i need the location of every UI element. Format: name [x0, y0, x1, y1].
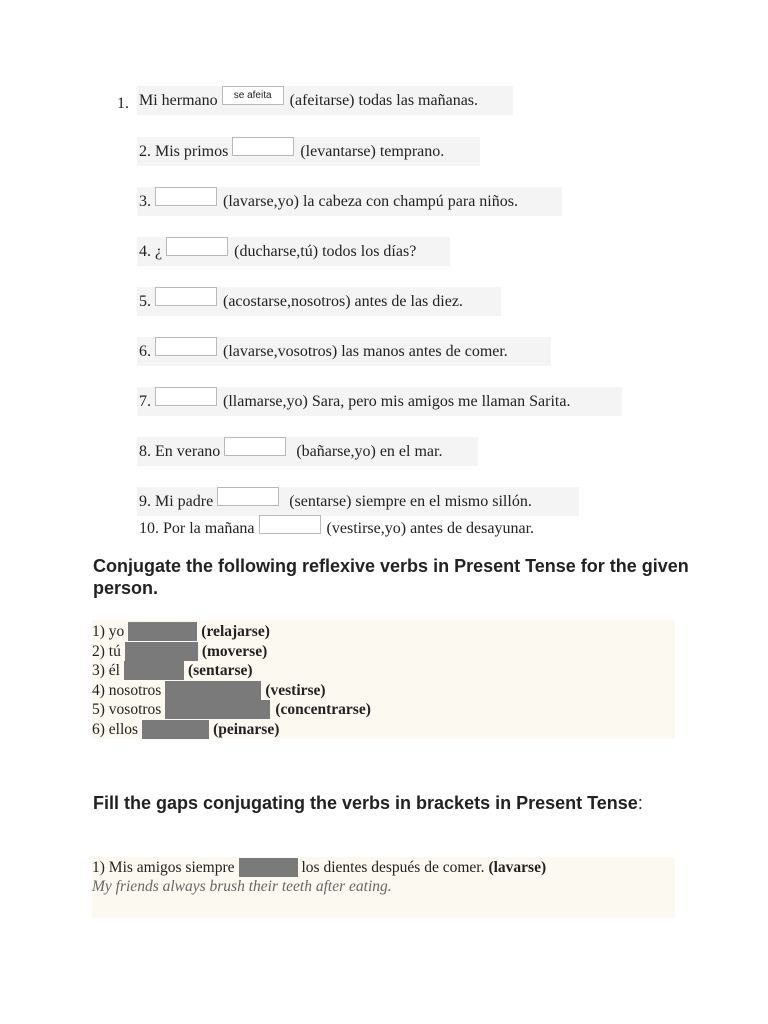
conjugation-line-2 [92, 642, 267, 662]
section-heading-fill-gaps [93, 792, 693, 814]
row-text-after: (llamarse,yo) Sara, pero mis amigos me llaman Sarita. [223, 392, 571, 410]
sentence-before: 1) Mis amigos siempre [92, 859, 235, 876]
conjugation-line-3 [92, 661, 253, 681]
verb-label: (vestirse) [265, 681, 326, 699]
answer-gap-fill[interactable] [239, 858, 298, 877]
answer-gap-2[interactable] [125, 642, 198, 661]
answer-input-3[interactable] [155, 187, 217, 206]
section-heading-colon: : [637, 793, 643, 813]
row-text-after: (afeitarse) todas las mañanas. [289, 91, 479, 109]
row-text-before: 7. [139, 392, 151, 410]
row-text-after: (sentarse) siempre en el mismo sillón. [289, 492, 532, 510]
row-text-after: (lavarse,yo) la cabeza con champú para niños. [223, 192, 518, 210]
conjugation-line-5 [92, 700, 371, 720]
row-text-after: (bañarse,yo) en el mar. [296, 442, 443, 460]
exercise-row-10 [137, 517, 587, 541]
answer-gap-5[interactable] [165, 700, 270, 719]
verb-label: (peinarse) [213, 720, 280, 738]
row-text-after: (ducharse,tú) todos los días? [234, 242, 417, 260]
row-text-before: 8. En verano [139, 442, 221, 460]
conjugation-line-4 [92, 681, 326, 701]
section-heading-conjugate: Conjugate the following reflexive verbs in Present Tense for the given person. [93, 556, 689, 598]
exercise-row-8 [137, 437, 478, 466]
person-label: 3) él [92, 662, 120, 679]
row-text-before: 6. [139, 342, 151, 360]
exercise-row-4 [137, 237, 450, 266]
person-label: 1) yo [92, 623, 125, 640]
item-number-1: 1. [117, 95, 129, 112]
answer-gap-4[interactable] [165, 681, 261, 700]
row-text-before: Mi hermano [139, 91, 218, 109]
answer-input-7[interactable] [155, 387, 217, 406]
conjugation-line-1 [92, 622, 270, 642]
answer-input-8[interactable] [224, 437, 286, 456]
row-text-before: 4. ¿ [139, 242, 163, 260]
answer-input-1[interactable]: se afeita [222, 86, 284, 105]
row-text-after: (vestirse,yo) antes de desayunar. [326, 520, 535, 537]
answer-input-4[interactable] [166, 237, 228, 256]
answer-input-5[interactable] [155, 287, 217, 306]
answer-gap-3[interactable] [124, 661, 184, 680]
conjugation-line-6 [92, 720, 279, 740]
person-label: 5) vosotros [92, 701, 162, 718]
exercise-row-3 [137, 187, 562, 216]
row-text-before: 10. Por la mañana [139, 520, 255, 537]
verb-label: (lavarse) [488, 859, 547, 876]
row-text-after: (levantarse) temprano. [300, 142, 445, 160]
row-text-before: 9. Mi padre [139, 492, 214, 510]
section-heading-text: Fill the gaps conjugating the verbs in brackets in Present Tense [93, 793, 638, 813]
person-label: 6) ellos [92, 720, 139, 738]
exercise-row-5 [137, 287, 501, 316]
exercise-row-6 [137, 337, 551, 366]
row-text-after: (acostarse,nosotros) antes de las diez. [223, 292, 463, 310]
answer-input-9[interactable] [217, 487, 279, 506]
fill-gap-line [92, 858, 546, 878]
verb-label: (concentrarse) [275, 701, 371, 718]
answer-input-6[interactable] [155, 337, 217, 356]
verb-label: (moverse) [201, 642, 268, 660]
answer-gap-1[interactable] [128, 622, 197, 641]
exercise-row-9 [137, 487, 579, 516]
fill-gap-box [92, 857, 675, 918]
verb-label: (sentarse) [187, 662, 253, 679]
answer-input-10[interactable] [259, 515, 321, 534]
row-text-after: (lavarse,vosotros) las manos antes de comer. [223, 342, 508, 360]
person-label: 4) nosotros [92, 681, 162, 699]
exercise-row-7 [137, 387, 622, 416]
translation-line: My friends always brush their teeth after eating. [92, 878, 392, 895]
answer-gap-6[interactable] [142, 720, 209, 739]
row-text-before: 3. [139, 192, 151, 210]
exercise-row-1 [137, 86, 513, 115]
person-label: 2) tú [92, 642, 121, 660]
row-text-before: 2. Mis primos [139, 142, 229, 160]
answer-input-2[interactable] [232, 137, 294, 156]
row-text-before: 5. [139, 292, 151, 310]
sentence-after: los dientes después de comer. [301, 859, 485, 876]
conjugation-box [92, 620, 675, 739]
verb-label: (relajarse) [201, 623, 270, 640]
exercise-row-2 [137, 137, 480, 166]
